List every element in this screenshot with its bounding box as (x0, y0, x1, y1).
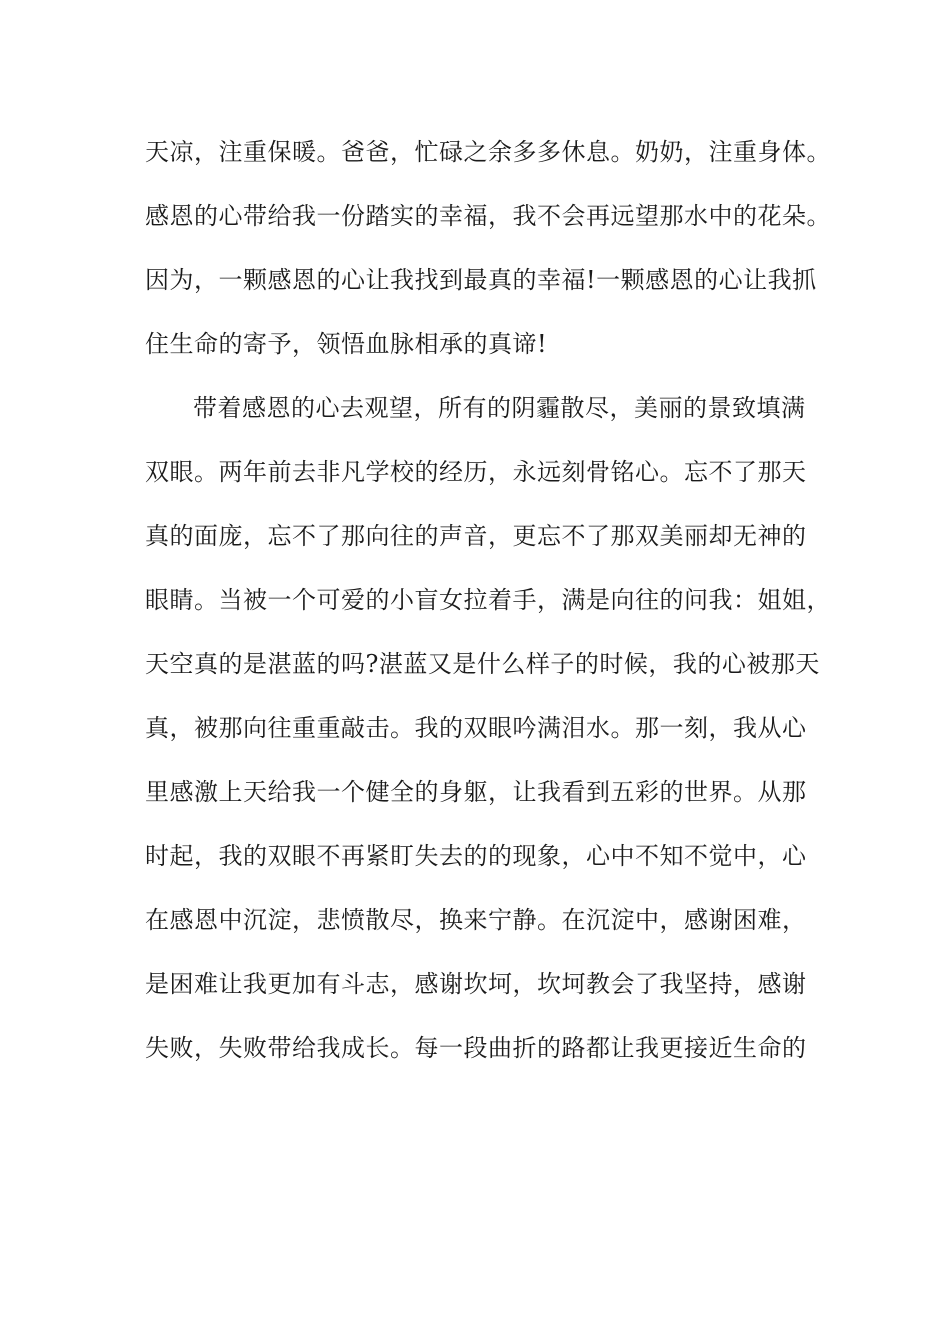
text-line: 真的面庞，忘不了那向往的声音，更忘不了那双美丽却无神的 (145, 522, 807, 550)
text-line: 双眼。两年前去非凡学校的经历，永远刻骨铭心。忘不了那天 (145, 458, 807, 486)
text-line: 天凉，注重保暖。爸爸，忙碌之余多多休息。奶奶，注重身体。 (145, 138, 831, 166)
text-line: 眼睛。当被一个可爱的小盲女拉着手，满是向往的问我：姐姐， (145, 586, 831, 614)
body-text (145, 128, 845, 1088)
text-line: 住生命的寄予，领悟血脉相承的真谛! (145, 330, 548, 358)
paragraph-first-line: 带着感恩的心去观望，所有的阴霾散尽，美丽的景致填满 (193, 394, 806, 422)
text-line: 时起，我的双眼不再紧盯失去的的现象，心中不知不觉中，心 (145, 842, 807, 870)
text-line: 感恩的心带给我一份踏实的幸福，我不会再远望那水中的花朵。 (145, 202, 831, 230)
text-line: 是困难让我更加有斗志，感谢坎坷，坎坷教会了我坚持，感谢 (145, 970, 807, 998)
text-line: 失败，失败带给我成长。每一段曲折的路都让我更接近生命的 (145, 1034, 807, 1062)
text-line: 因为，一颗感恩的心让我找到最真的幸福!一颗感恩的心让我抓 (145, 266, 817, 294)
text-line: 在感恩中沉淀，悲愤散尽，换来宁静。在沉淀中，感谢困难， (145, 906, 807, 934)
text-line: 真，被那向往重重敲击。我的双眼吟满泪水。那一刻，我从心 (145, 714, 807, 742)
text-line: 里感激上天给我一个健全的身躯，让我看到五彩的世界。从那 (145, 778, 807, 806)
text-line: 天空真的是湛蓝的吗?湛蓝又是什么样子的时候，我的心被那天 (145, 650, 820, 678)
